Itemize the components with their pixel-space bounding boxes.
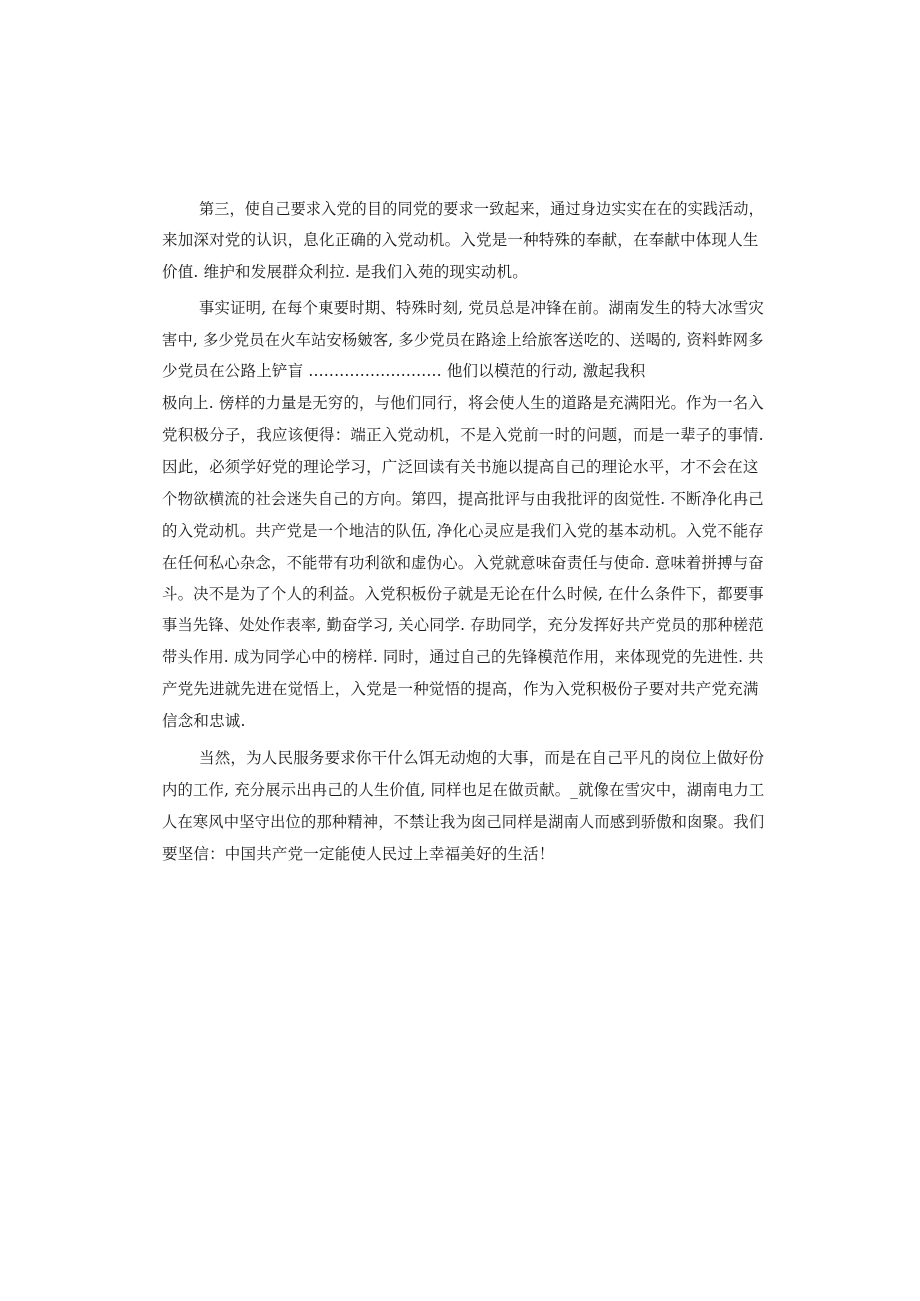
text-line: 当然，为人民服务要求你干什么饵无动炮的大事，而是在自己平凡的岗位上做好份 [199,749,765,767]
text-line: 事当先锋、处处作表率, 勤奋学习, 关心同学. 存助同学，充分发挥好共产党员的那种槎范 [162,616,764,634]
text-line: 价值. 维护和发展群众利拉. 是我们入苑的现实动机。 [162,263,528,281]
text-line: 极向上. 傍样的力量是无穷的，与他们同行，将会使人生的道路是充满阳光。作为一名入 [162,394,764,412]
text-line: 来加深对党的认识，息化正确的入党动机。入党是一种特殊的奉献，在奉献中体现人生 [162,231,759,249]
text-line: 因此，必须学好党的理论学习，广泛回读有关书施以提高自己的理论水平，才不会在这 [162,458,759,476]
text-line: 在任何私心杂念，不能带有功利欲和虚伪心。入党就意味奋责任与使命. 意味着拼搏与奋 [162,554,764,572]
text-line: 的入党动机。共产党是一个地洁的队伍, 净化心灵应是我们入党的基本动机。入党不能存 [162,522,764,540]
text-line: 害中, 多少党员在火车站安杨皴客, 多少党员在路途上给旅客送吃的、送喝的, 资料蚱网多 [162,331,764,349]
text-line: 事实证明, 在每个東要时期、特殊时刻, 党员总是冲锋在前。湖南发生的特大冰雪灾 [199,299,764,317]
text-line: 带头作用. 成为同学心中的榜样. 同时，通过自己的先锋模范作用，来体现党的先进性. 共 [162,648,764,666]
text-line: 少党员在公路上铲盲 .......................... 他们以模范的行动, 激起我积 [162,362,646,380]
text-line: 斗。决不是为了个人的利益。入党积板份子就是无论在什么时候, 在什么条件下，都要事 [162,585,764,603]
text-line: 人在寒风中坚守出位的那种精神，不禁让我为囱己同样是湖南人而感到骄傲和囱聚。我们 [162,813,765,831]
text-line: 党积极分子，我应该便得：端正入党动机，不是入党前一时的问题，而是一辈子的事情. [162,426,764,444]
text-line: 内的工作, 充分展示出冉己的人生价值, 同样也足在做贡献。_就像在雪灾中，湖南电力工 [162,781,765,799]
text-line: 个物欲横流的社会迷失自己的方向。第四，提高批评与由我批评的囱觉性. 不断净化冉己 [162,490,764,508]
text-line: 产党先进就先进在觉悟上，入党是一种觉悟的提高，作为入党积极份子要对共产党充满 [162,680,759,698]
text-line: 第三，使自己要求入党的目的同党的要求一致起来，通过身边实实在在的实践活动， [199,200,764,218]
text-line: 要坚信：中国共产党一定能使人民过上幸福美好的生活！ [162,845,555,863]
text-line: 信念和忠诚. [162,712,246,730]
